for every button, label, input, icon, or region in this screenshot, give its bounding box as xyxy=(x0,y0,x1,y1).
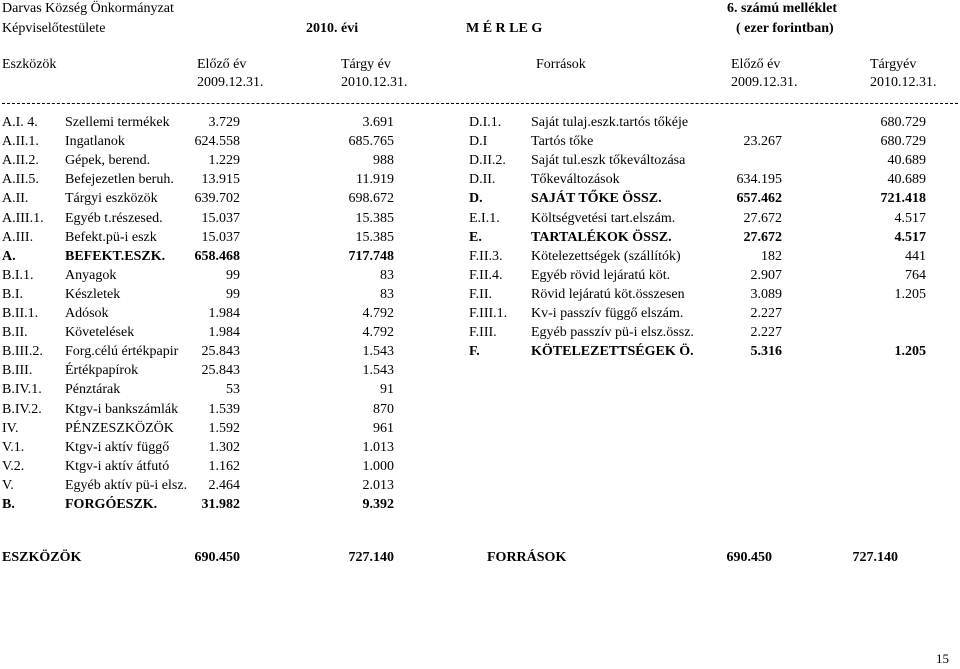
asset-curr-cell: 698.672 xyxy=(348,191,394,206)
source-code-cell: F.II. xyxy=(469,287,492,302)
source-prev-cell: 182 xyxy=(761,249,782,264)
asset-prev-cell: 639.702 xyxy=(194,191,240,206)
source-code-cell: D.II. xyxy=(469,172,496,187)
assets-total-prev: 690.450 xyxy=(194,550,240,565)
asset-code-cell: B.II.1. xyxy=(2,306,39,321)
source-code-cell: D. xyxy=(469,191,483,206)
asset-name-cell: Gépek, berend. xyxy=(65,153,151,168)
asset-curr-cell: 15.385 xyxy=(355,230,394,245)
source-code-cell: D.I xyxy=(469,134,488,149)
source-row xyxy=(0,133,960,153)
asset-name-cell: Szellemi termékek xyxy=(65,115,170,130)
asset-name-cell: Anyagok xyxy=(65,268,117,283)
asset-curr-cell: 83 xyxy=(380,287,394,302)
asset-name-cell: Egyéb aktív pü-i elsz. xyxy=(65,478,188,493)
asset-curr-cell: 2.013 xyxy=(362,478,394,493)
col-header-prev-date-b: 2009.12.31. xyxy=(731,75,798,90)
asset-name-cell: Ingatlanok xyxy=(65,134,125,149)
source-row xyxy=(0,152,960,172)
asset-name-cell: Ktgv-i bankszámlák xyxy=(65,402,179,417)
asset-prev-cell: 1.302 xyxy=(208,440,240,455)
asset-curr-cell: 870 xyxy=(373,402,394,417)
source-code-cell: F.III. xyxy=(469,325,497,340)
asset-prev-cell: 2.464 xyxy=(208,478,240,493)
source-row xyxy=(0,324,960,344)
asset-name-cell: Befekt.pü-i eszk xyxy=(65,230,157,245)
asset-name-cell: Befejezetlen beruh. xyxy=(65,172,174,187)
sources-total-label: FORRÁSOK xyxy=(487,550,567,565)
asset-name-cell: BEFEKT.ESZK. xyxy=(65,249,166,264)
asset-name-cell: Tárgyi eszközök xyxy=(65,191,158,206)
asset-curr-cell: 4.792 xyxy=(362,325,394,340)
asset-name-cell: Pénztárak xyxy=(65,382,121,397)
asset-prev-cell: 99 xyxy=(226,287,240,302)
source-curr-cell: 1.205 xyxy=(894,287,926,302)
source-name-cell: Tartós tőke xyxy=(531,134,594,149)
source-row xyxy=(0,229,960,249)
asset-prev-cell: 1.539 xyxy=(208,402,240,417)
asset-code-cell: B.IV.1. xyxy=(2,382,42,397)
asset-code-cell: A.II.2. xyxy=(2,153,39,168)
asset-name-cell: FORGÓESZK. xyxy=(65,497,158,512)
asset-code-cell: A.II. xyxy=(2,191,29,206)
asset-code-cell: V.2. xyxy=(2,459,25,474)
title-year: 2010. évi xyxy=(306,21,359,36)
asset-code-cell: V.1. xyxy=(2,440,25,455)
col-header-prev: Előző év xyxy=(197,57,247,72)
col-header-subject: Tárgy év xyxy=(341,57,391,72)
source-name-cell: Kv-i passzív függő elszám. xyxy=(531,306,684,321)
source-row xyxy=(0,267,960,287)
attachment-label: 6. számú melléklet xyxy=(727,1,838,16)
source-row xyxy=(0,114,960,134)
source-curr-cell: 4.517 xyxy=(894,211,926,226)
asset-prev-cell: 13.915 xyxy=(201,172,240,187)
asset-curr-cell: 1.543 xyxy=(362,363,394,378)
source-name-cell: TARTALÉKOK ÖSSZ. xyxy=(531,230,672,245)
asset-code-cell: B.II. xyxy=(2,325,28,340)
source-code-cell: E. xyxy=(469,230,482,245)
source-code-cell: F. xyxy=(469,344,480,359)
asset-code-cell: B.IV.2. xyxy=(2,402,42,417)
source-name-cell: Költségvetési tart.elszám. xyxy=(531,211,676,226)
page-number: 15 xyxy=(936,651,949,666)
asset-code-cell: B.I.1. xyxy=(2,268,34,283)
asset-curr-cell: 988 xyxy=(373,153,394,168)
org-name: Darvas Község Önkormányzat xyxy=(2,1,174,16)
source-code-cell: F.III.1. xyxy=(469,306,508,321)
source-name-cell: Kötelezettségek (szállítók) xyxy=(531,249,681,264)
asset-curr-cell: 83 xyxy=(380,268,394,283)
asset-code-cell: B. xyxy=(2,497,15,512)
asset-code-cell: A.II.5. xyxy=(2,172,39,187)
asset-code-cell: B.III.2. xyxy=(2,344,43,359)
source-row xyxy=(0,343,960,363)
asset-prev-cell: 624.558 xyxy=(194,134,240,149)
asset-code-cell: A.II.1. xyxy=(2,134,39,149)
asset-code-cell: B.III. xyxy=(2,363,33,378)
col-header-subject-b: Tárgyév xyxy=(870,57,917,72)
org-body: Képviselőtestülete xyxy=(2,21,106,36)
unit-label: ( ezer forintban) xyxy=(736,21,834,36)
source-row xyxy=(0,305,960,325)
assets-total-label: ESZKÖZÖK xyxy=(2,550,82,565)
asset-row xyxy=(0,401,960,421)
col-header-prev-b: Előző év xyxy=(731,57,781,72)
source-curr-cell: 40.689 xyxy=(887,153,926,168)
source-curr-cell: 441 xyxy=(905,249,926,264)
asset-prev-cell: 31.982 xyxy=(201,497,240,512)
asset-code-cell: A.III.1. xyxy=(2,211,44,226)
asset-row xyxy=(0,477,960,497)
asset-curr-cell: 1.543 xyxy=(362,344,394,359)
source-prev-cell: 2.907 xyxy=(750,268,782,283)
sources-total-curr: 727.140 xyxy=(852,550,898,565)
asset-curr-cell: 685.765 xyxy=(348,134,394,149)
asset-prev-cell: 15.037 xyxy=(201,230,240,245)
source-code-cell: D.II.2. xyxy=(469,153,506,168)
assets-total-curr: 727.140 xyxy=(348,550,394,565)
asset-prev-cell: 15.037 xyxy=(201,211,240,226)
asset-code-cell: V. xyxy=(2,478,14,493)
source-name-cell: Egyéb rövid lejáratú köt. xyxy=(531,268,671,283)
asset-code-cell: IV. xyxy=(2,421,19,436)
source-name-cell: Rövid lejáratú köt.összesen xyxy=(531,287,685,302)
asset-curr-cell: 9.392 xyxy=(362,497,394,512)
dashed-divider xyxy=(2,103,958,104)
source-prev-cell: 27.672 xyxy=(743,230,782,245)
source-name-cell: KÖTELEZETTSÉGEK Ö. xyxy=(531,344,694,359)
asset-curr-cell: 717.748 xyxy=(348,249,394,264)
asset-prev-cell: 1.162 xyxy=(208,459,240,474)
asset-curr-cell: 11.919 xyxy=(356,172,394,187)
asset-curr-cell: 4.792 xyxy=(362,306,394,321)
asset-row xyxy=(0,458,960,478)
asset-prev-cell: 658.468 xyxy=(194,249,240,264)
source-prev-cell: 3.089 xyxy=(750,287,782,302)
asset-curr-cell: 3.691 xyxy=(362,115,394,130)
source-prev-cell: 27.672 xyxy=(743,211,782,226)
asset-prev-cell: 1.229 xyxy=(208,153,240,168)
source-code-cell: D.I.1. xyxy=(469,115,502,130)
source-code-cell: F.II.3. xyxy=(469,249,503,264)
asset-name-cell: PÉNZESZKÖZÖK xyxy=(65,421,174,436)
asset-row xyxy=(0,362,960,382)
asset-row xyxy=(0,381,960,401)
asset-curr-cell: 91 xyxy=(380,382,394,397)
col-header-prev-date: 2009.12.31. xyxy=(197,75,264,90)
col-header-subject-date-b: 2010.12.31. xyxy=(870,75,937,90)
source-curr-cell: 680.729 xyxy=(880,115,926,130)
source-code-cell: F.II.4. xyxy=(469,268,503,283)
source-row xyxy=(0,210,960,230)
asset-name-cell: Adósok xyxy=(65,306,109,321)
asset-row xyxy=(0,496,960,516)
asset-name-cell: Készletek xyxy=(65,287,121,302)
sources-total-prev: 690.450 xyxy=(726,550,772,565)
source-curr-cell: 40.689 xyxy=(887,172,926,187)
asset-prev-cell: 53 xyxy=(226,382,240,397)
source-curr-cell: 680.729 xyxy=(880,134,926,149)
source-name-cell: SAJÁT TŐKE ÖSSZ. xyxy=(531,191,662,206)
source-name-cell: Egyéb passzív pü-i elsz.össz. xyxy=(531,325,694,340)
source-prev-cell: 23.267 xyxy=(743,134,782,149)
asset-code-cell: A.I. 4. xyxy=(2,115,38,130)
asset-name-cell: Követelések xyxy=(65,325,135,340)
source-curr-cell: 1.205 xyxy=(894,344,926,359)
source-name-cell: Saját tul.eszk tőkeváltozása xyxy=(531,153,686,168)
asset-curr-cell: 15.385 xyxy=(355,211,394,226)
source-curr-cell: 764 xyxy=(905,268,926,283)
source-row xyxy=(0,286,960,306)
source-row xyxy=(0,248,960,268)
asset-name-cell: Egyéb t.részesed. xyxy=(65,211,163,226)
source-curr-cell: 4.517 xyxy=(894,230,926,245)
asset-code-cell: A.III. xyxy=(2,230,34,245)
col-header-sources: Források xyxy=(536,57,586,72)
source-prev-cell: 2.227 xyxy=(750,306,782,321)
source-prev-cell: 2.227 xyxy=(750,325,782,340)
asset-prev-cell: 25.843 xyxy=(201,363,240,378)
asset-row xyxy=(0,439,960,459)
asset-code-cell: B.I. xyxy=(2,287,23,302)
source-code-cell: E.I.1. xyxy=(469,211,500,226)
asset-prev-cell: 3.729 xyxy=(208,115,240,130)
asset-curr-cell: 1.000 xyxy=(362,459,394,474)
asset-name-cell: Ktgv-i aktív függő xyxy=(65,440,170,455)
source-name-cell: Tőkeváltozások xyxy=(531,172,620,187)
asset-name-cell: Értékpapírok xyxy=(65,363,139,378)
asset-prev-cell: 1.592 xyxy=(208,421,240,436)
asset-prev-cell: 99 xyxy=(226,268,240,283)
col-header-assets: Eszközök xyxy=(2,57,57,72)
page-title: M É R LE G xyxy=(466,21,543,36)
asset-prev-cell: 25.843 xyxy=(201,344,240,359)
source-row xyxy=(0,190,960,210)
asset-row xyxy=(0,420,960,440)
asset-curr-cell: 1.013 xyxy=(362,440,394,455)
source-curr-cell: 721.418 xyxy=(880,191,926,206)
source-prev-cell: 657.462 xyxy=(736,191,782,206)
asset-code-cell: A. xyxy=(2,249,16,264)
asset-curr-cell: 961 xyxy=(373,421,394,436)
source-prev-cell: 5.316 xyxy=(750,344,782,359)
source-name-cell: Saját tulaj.eszk.tartós tőkéje xyxy=(531,115,689,130)
source-row xyxy=(0,171,960,191)
asset-prev-cell: 1.984 xyxy=(208,325,240,340)
asset-name-cell: Ktgv-i aktív átfutó xyxy=(65,459,170,474)
asset-prev-cell: 1.984 xyxy=(208,306,240,321)
col-header-subject-date: 2010.12.31. xyxy=(341,75,408,90)
source-prev-cell: 634.195 xyxy=(736,172,782,187)
asset-name-cell: Forg.célú értékpapir xyxy=(65,344,179,359)
